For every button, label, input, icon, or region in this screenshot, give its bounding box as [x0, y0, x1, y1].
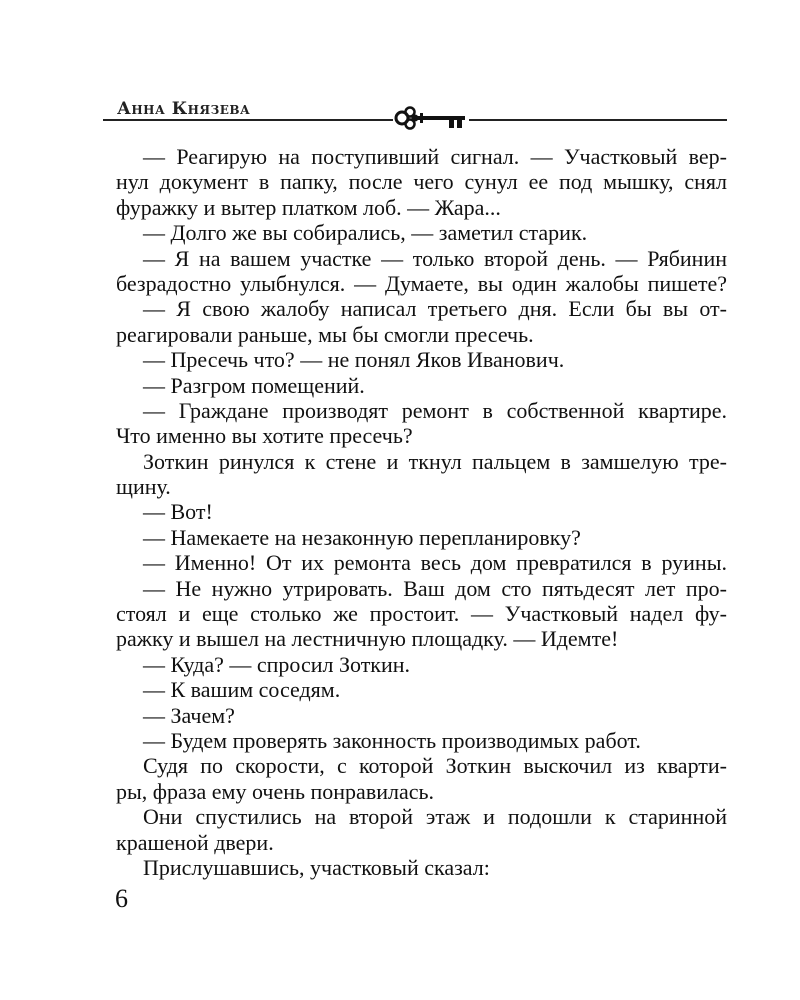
- text-line: безрадостно улыбнулся. — Думаете, вы один жалобы пишете?: [116, 270, 727, 296]
- text-line: Они спустились на второй этаж и подошли к старинной: [143, 804, 727, 830]
- text-line: Судя по скорости, с которой Зоткин выскочил из кварти-: [143, 753, 727, 779]
- text-line: Что именно вы хотите пресечь?: [116, 423, 413, 449]
- text-line: — Не нужно утрировать. Ваш дом сто пятьдесят лет про-: [143, 575, 727, 601]
- text-line: — Пресечь что? — не понял Яков Иванович.: [143, 347, 565, 373]
- text-line: — Куда? — спросил Зоткин.: [143, 651, 411, 677]
- text-line: ры, фраза ему очень понравилась.: [116, 778, 435, 804]
- page-number: 6: [115, 884, 128, 913]
- text-line: ражку и вышел на лестничную площадку. — Идемте!: [116, 626, 619, 652]
- text-line: — Именно! От их ремонта весь дом превратился в руины.: [143, 550, 727, 576]
- text-line: Прислушавшись, участковый сказал:: [143, 854, 490, 880]
- text-line: — Разгром помещений.: [143, 372, 365, 398]
- text-line: Зоткин ринулся к стене и ткнул пальцем в замшелую тре-: [143, 448, 727, 474]
- text-line: — Будем проверять законность производимых работ.: [143, 727, 641, 753]
- text-line: — Намекаете на незаконную перепланировку?: [143, 524, 581, 550]
- text-line: щину.: [116, 474, 171, 500]
- body-text: [116, 144, 727, 880]
- text-line: — К вашим соседям.: [143, 677, 341, 703]
- text-line: — Зачем?: [143, 702, 235, 728]
- text-line: — Долго же вы собирались, — заметил старик.: [143, 220, 588, 246]
- text-line: — Граждане производят ремонт в собственной квартире.: [143, 397, 727, 423]
- text-line: нул документ в папку, после чего сунул ее под мышку, снял: [116, 169, 727, 195]
- text-line: крашеной двери.: [116, 829, 274, 855]
- text-line: — Я свою жалобу написал третьего дня. Если бы вы от-: [143, 296, 727, 322]
- text-line: — Вот!: [143, 499, 213, 525]
- key-icon: [393, 104, 469, 132]
- header-author: Анна Князева: [117, 99, 251, 119]
- text-line: фуражку и вытер платком лоб. — Жара...: [116, 194, 501, 220]
- text-line: — Реагирую на поступивший сигнал. — Участковый вер-: [143, 144, 727, 169]
- text-line: — Я на вашем участке — только второй день. — Рябинин: [143, 245, 727, 271]
- text-line: стоял и еще столько же простоит. — Участковый надел фу-: [116, 601, 727, 627]
- text-line: реагировали раньше, мы бы смогли пресечь.: [116, 321, 534, 347]
